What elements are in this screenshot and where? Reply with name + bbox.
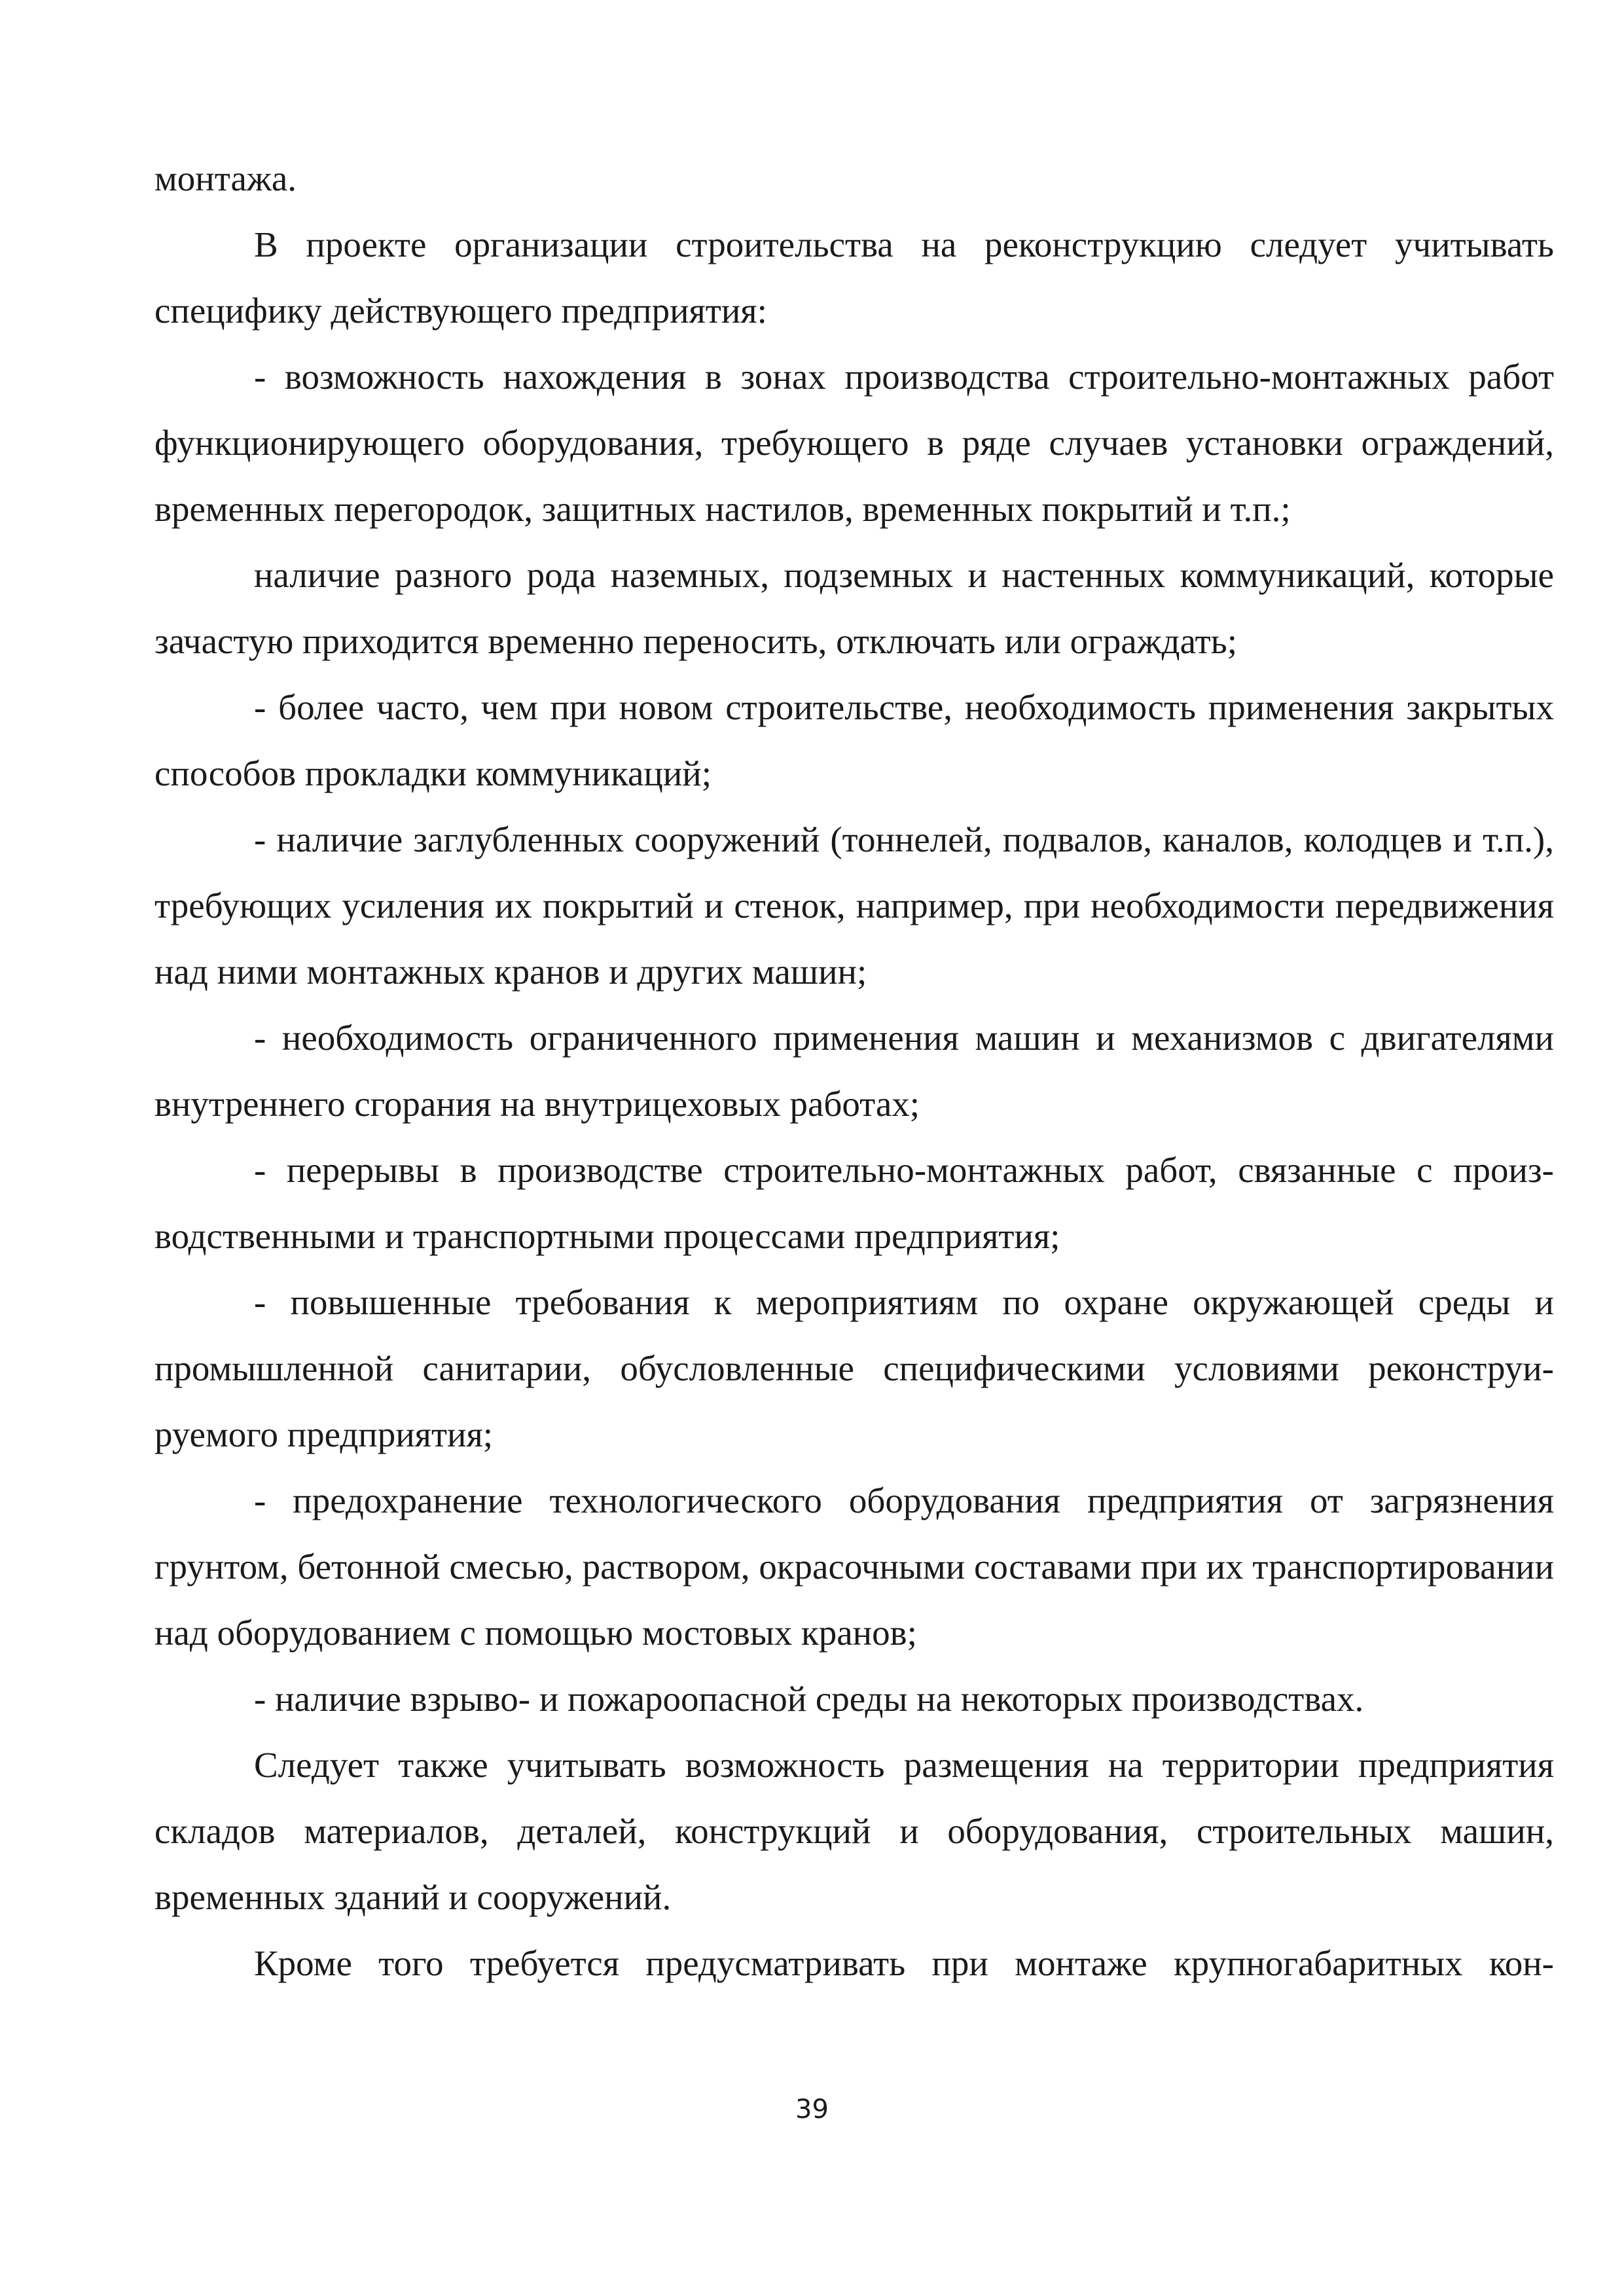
list-item-equipment-protection: - предохранение технологического оборудования предприятия от загрязнения грунтом, бетонной смесью, раствором, окрасочными составами при их транспортировании над оборудованием с помощью мостовых кранов;	[154, 1480, 1554, 1653]
list-item-equipment-zones: - возможность нахождения в зонах производства строительно-монтажных работ функционирующего оборудования, требующего в ряде случаев установки ограждений, временных перегородок, защитных настилов, временных покрытий и т.п.;	[154, 357, 1554, 529]
paragraph-storage-placement: Следует также учитывать возможность размещения на территории предприятия складов материалов, деталей, конструкций и оборудования, строительных машин, временных зданий и сооружений.	[154, 1745, 1554, 1917]
page-number: 39	[795, 2094, 829, 2125]
list-item-work-interruptions: - перерывы в производстве строительно-монтажных работ, связанные с производственными и транспортными процессами предприятия;	[154, 1150, 1554, 1256]
list-item-closed-methods: - более часто, чем при новом строительстве, необходимость применения закрытых способов прокладки коммуникаций;	[154, 687, 1554, 793]
document-body	[154, 145, 1554, 1996]
list-item-underground-structures: - наличие заглубленных сооружений (тоннелей, подвалов, каналов, колодцев и т.п.), требующих усиления их покрытий и стенок, например, при необходимости передвижения над ними монтажных кранов и других машин;	[154, 819, 1554, 992]
paragraph-large-structures: Кроме того требуется предусматривать при монтаже крупногабаритных кон-	[254, 1943, 1554, 1983]
list-item-communications: наличие разного рода наземных, подземных и настенных коммуникаций, которые зачастую приходится временно переносить, отключать или ограждать;	[154, 555, 1554, 661]
paragraph-intro: В проекте организации строительства на реконструкцию следует учитывать специфику действующего предприятия:	[154, 224, 1554, 331]
list-item-environment-requirements: - повышенные требования к мероприятиям по охране окружающей среды и промышленной санитарии, обусловленные специфическими условиями реконструируемого предприятия;	[154, 1282, 1554, 1454]
paragraph-continuation: монтажа.	[154, 158, 297, 198]
list-item-combustion-engines: - необходимость ограниченного применения машин и механизмов с двигателями внутреннего сгорания на внутрицеховых работах;	[154, 1018, 1554, 1124]
list-item-explosive-environment: - наличие взрыво- и пожароопасной среды на некоторых производствах.	[254, 1679, 1364, 1719]
